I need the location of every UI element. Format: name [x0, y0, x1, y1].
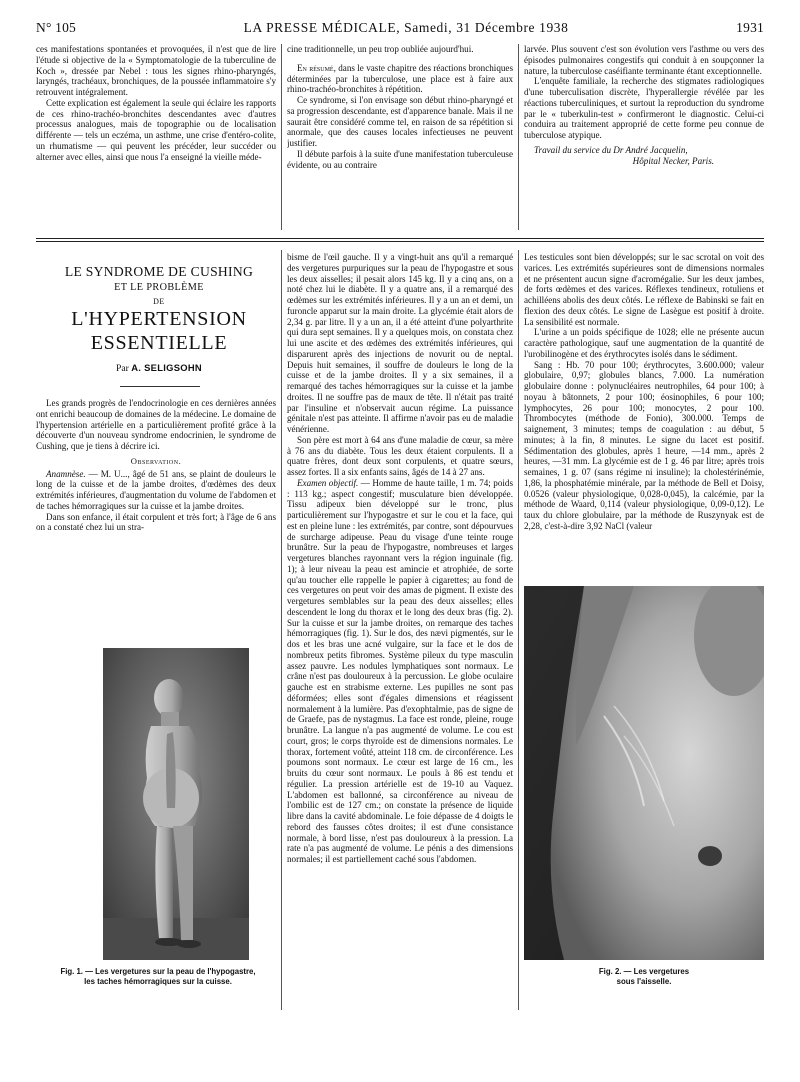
- paragraph: L'enquête familiale, la recherche des stigmates radiologiques d'une tuberculisation discrète, l'hyperallergie révélée par les réactions tuberculiniques, et surtout la reproduction du syndrome par le « tuberkulin-test » confirmeront le diagnostic. Celui-ci conduira au traitement approprié de cette forme peu connue de tuberculose atypique.: [524, 76, 764, 140]
- paragraph: Son père est mort à 64 ans d'une maladie de cœur, sa mère à 76 ans du diabète. Tous les deux étaient corpulents. Il a quatre frères, dont deux sont corpulents, et quatre sœurs, assez fortes. Il a six enfants sains, âgés de 14 à 27 ans.: [287, 434, 513, 477]
- title-separator: [120, 386, 200, 387]
- signature-location: Hôpital Necker, Paris.: [632, 155, 714, 166]
- examen-label: Examen objectif.: [297, 477, 359, 488]
- article-column-2: [287, 252, 513, 1022]
- paragraph: En résumé, dans le vaste chapitre des réactions bronchiques déterminées par la tuberculose, une place est à faire aux rhino-trachéo-bronchites à répétition.: [287, 62, 513, 95]
- column-divider: [281, 44, 282, 230]
- paragraph: Les testicules sont bien développés; sur le sac scrotal on voit des varices. Les extrémités supérieures sont de dimensions normales et ne présentent aucun signe d'acromégalie. Sur les deux jambes, de forts œdèmes et des varices. Réflexes tendineux, rotuliens et achilléens abolis des deux côtés. Le réflexe de Babinski se fait en flexion des deux côtés. Le signe de Lasègue est positif à droite. La sensibilité est normale.: [524, 252, 764, 327]
- paragraph: Les grands progrès de l'endocrinologie en ces dernières années ont enrichi beaucoup de domaines de la médecine. Le domaine de l'hypertension artérielle en a particulièrement profité grâce à la découverte d'un nouveau syndrome endocrinien, le syndrome de Cushing, que je tiens à décrire ici.: [36, 398, 276, 451]
- paragraph: bisme de l'œil gauche. Il y a vingt-huit ans qu'il a remarqué des vergetures purpuriques sur la peau de l'hypogastre et sous les deux aisselles; il pesait alors 145 kg. Il y a cinq ans, on a noté chez lui le diabète. Il y a quatre ans, il a remarqué des œdèmes sur les extrémités inférieures. Il y a un an et demi, un furoncle apparut sur la main droite. La glycémie était alors de 2,34 g. par litre. Il y a un an, il a été atteint d'une polyarthrite qui dura sept semaines. Il y a quelques mois, on constata chez lui une ascite et des œdèmes des extrémités inférieures, qui disparurent après des injections de novurit ou de neptal. Depuis huit semaines, il souffre de douleurs le long de la cuisse et de la jambe droites. Il y a six semaines, il a remarqué des taches hémorragiques sur la cuisse et la jambe droites. Il ne souffre pas de maux de tête. Il n'était pas traité par l'insuline et n'observait aucun régime. La puissance génitale n'est pas atteinte. Il affirme n'avoir pas eu de maladie vénérienne.: [287, 252, 513, 434]
- paragraph: Cette explication est également la seule qui éclaire les rapports de ces rhino-trachéo-bronchites descendantes avec d'autres processus analogues, mais de topographie ou de localisation différente — tels un eczéma, un asthme, une crise d'entéro-colite, un rhumatisme — qui peuvent les précéder, leur succéder ou alterner avec elles, ainsi que nous l'a enseigné la vieille méde-: [36, 97, 276, 162]
- paragraph: cine traditionnelle, un peu trop oubliée aujourd'hui.: [287, 44, 474, 54]
- column-divider: [281, 250, 282, 1010]
- issue-number: N° 105: [36, 20, 76, 35]
- top-column-3: [524, 44, 764, 230]
- article-column-1: [36, 398, 276, 634]
- column-divider: [518, 250, 519, 1010]
- article-title-line-4: L'HYPERTENSION: [71, 308, 247, 330]
- figure-2-caption: Fig. 2. — Les vergetures sous l'aisselle.: [598, 967, 690, 986]
- top-column-1: [36, 44, 276, 230]
- running-header: [36, 20, 764, 36]
- paragraph: Il débute parfois à la suite d'une manifestation tuberculeuse évidente, ou au contraire: [287, 148, 513, 170]
- anamnese-label: Anamnèse.: [46, 468, 86, 479]
- paragraph: Anamnèse. — M. U..., âgé de 51 ans, se plaint de douleurs le long de la cuisse et de la jambe droites, d'œdèmes des deux extrémités inférieures, d'augmentation du volume de l'abdomen et de taches hémorragiques sur la cuisse et la jambe droites.: [36, 468, 276, 511]
- paragraph: Examen objectif. — Homme de haute taille, 1 m. 74; poids : 113 kg.; aspect congestif; musculature bien développée. Tissu adipeux bien développé sur le tronc, plus particulièrement sur l'hypogastre et sur le cou et la face, qui est en pleine lune : les extrémités, par contre, sont dépourvues de surcharge adipeuse. Peau du visage d'une teinte rouge brunâtre. Sur la peau de l'hypogastre, nombreuses et larges vergetures blanches rayonnant vers la région inguinale (fig. 1); à leur niveau la peau est amincie et atrophiée, de sorte qu'au toucher elle rappelle le papier à cigarettes; au fond de ces vergetures on peut voir des amas de pigment. Il existe des vergetures semblables sur la peau des deux aisselles; elles descendent le long du thorax et le long des deux bras (fig. 2). Sur la cuisse et sur la jambe droites, on remarque des taches hémorragiques (fig. 1). Sur le dos, des nævi pigmentés, sur le dos et les bras une acné vulgaire, sur la face et le dos de nombreux petits fibromes. Système pileux du type masculin assez pauvre. Les nodules lymphatiques sont normaux. Le crâne n'est pas douloureux à la percussion. Le globe oculaire gauche est en strabisme externe. Les pupilles ne sont pas déformées; elles sont d'égales dimensions et réagissent normalement à la lumière. Pas d'exophtalmie, pas de signe de de Graefe, pas de nystagmus. La face est ronde, pleine, rouge brunâtre. La langue n'a pas augmenté de volume. Le cou est court, gros; le corps thyroïde est de dimensions normales. Le thorax, fortement voûté, atteint 118 cm. de circonférence. Les poumons sont normaux. Le cœur est large de 16 cm., les bruits du cœur sont normaux. Le pouls à 86 est tendu et régulier. La pression artérielle est de 19-10 au Vaquez. L'abdomen est ballonné, sa circonférence au niveau de l'ombilic est de 127 cm.; on constate la présence de liquide libre dans la cavité abdominale. Le foie dépasse de 4 doigts le rebord des fausses côtes droites; il est d'une consistance normale, à bord lisse, n'est pas douloureux à la pression. La rate n'a pas augmenté de volume. Le pénis a des dimensions normales; il est partiellement caché sous l'abdomen.: [287, 477, 513, 864]
- figure-1-photo: [103, 648, 249, 960]
- article-title-line-1: LE SYNDROME DE CUSHING: [64, 264, 254, 279]
- paragraph: L'urine a un poids spécifique de 1028; elle ne présente aucun caractère pathologique, sauf une augmentation de la quantité de l'urobilinogène et des érythrocytes isolés dans le sédiment.: [524, 327, 764, 359]
- resume-label: En résumé,: [297, 62, 336, 73]
- figure-1-caption: Fig. 1. — Les vergetures sur la peau de l'hypogastre, les taches hémorragiques sur la cuisse.: [60, 967, 256, 986]
- paragraph: ces manifestations spontanées et provoquées, il n'est que de lire l'étude si objective de la « Symptomatologie de la tuberculine de Koch », dressée par Nebel : tous les signes rhino-pharyngés, laryngés, trachéaux, bronchiques, de la poussée inflammatoire s'y retrouvent intégralement.: [36, 44, 276, 97]
- page-number: 1931: [736, 20, 764, 35]
- section-rule: [36, 238, 764, 239]
- observation-heading: Observation.: [130, 455, 182, 466]
- paragraph: larvée. Plus souvent c'est son évolution vers l'asthme ou vers des épisodes pulmonaires congestifs qui conduit à en soupçonner la nature, la tuberculose caséifiante terminante étant exceptionnelle.: [524, 44, 764, 76]
- paragraph: Sang : Hb. 70 pour 100; érythrocytes, 3.600.000; valeur globulaire, 0,97; globules blancs, 7.000. La numération globulaire donne : polynucléaires neutrophiles, 64 pour 100; à noyau à bâtonnets, 2 pour 100; éosinophiles, 6 pour 100; lymphocytes, 26 pour 100; monocytes, 2 pour 100. Thrombocytes (méthode de Fonio), 300.000. Temps de saignement, 3 minutes; temps de coagulation : au début, 5 minutes; à la fin, 8 minutes. Le signe du lacet est positif. Sédimentation des globules, après 1 heure, —14 mm., après 2 heures, —31 mm. La glycémie est de 1 g. 46 par litre; après trois semaines, 1 g. 07 (sans régime ni insuline); la cholestérinémie, 1,86, la phosphatémie minérale, par la méthode de Bell et Doisy, 0.0526 (valeur physiologique, 0,028-0,045), la calcémie, par la méthode de Waard, 0,114 (valeur physiologique, 0,09-0,12). Le taux du chlore globulaire, par la méthode de Ruszynyak est de 2,28, c'est-à-dire 3,92 NaCl (valeur: [524, 359, 764, 531]
- section-rule: [36, 241, 764, 242]
- article-column-3: [524, 252, 764, 582]
- article-title-line-3: DE: [153, 297, 165, 306]
- article-title-line-2: ET LE PROBLÈME: [114, 282, 204, 293]
- top-column-2: [287, 44, 513, 230]
- figure-2-photo: [524, 586, 764, 960]
- signature: Travail du service du Dr André Jacquelin,: [534, 144, 688, 155]
- article-author: Par A. SELIGSOHN: [116, 362, 202, 374]
- journal-title: LA PRESSE MÉDICALE, Samedi, 31 Décembre 1938: [243, 20, 569, 35]
- paragraph: Ce syndrome, si l'on envisage son début rhino-pharyngé et sa progression descendante, est d'apparence banale. Mais il ne saurait être considéré comme tel, en raison de sa répétition si anormale, que des causes locales infectieuses ne peuvent justifier.: [287, 95, 513, 148]
- paragraph: Dans son enfance, il était corpulent et très fort; à l'âge de 6 ans on a constaté chez lui un stra-: [36, 511, 276, 533]
- article-title-line-5: ESSENTIELLE: [90, 332, 228, 354]
- column-divider: [518, 44, 519, 230]
